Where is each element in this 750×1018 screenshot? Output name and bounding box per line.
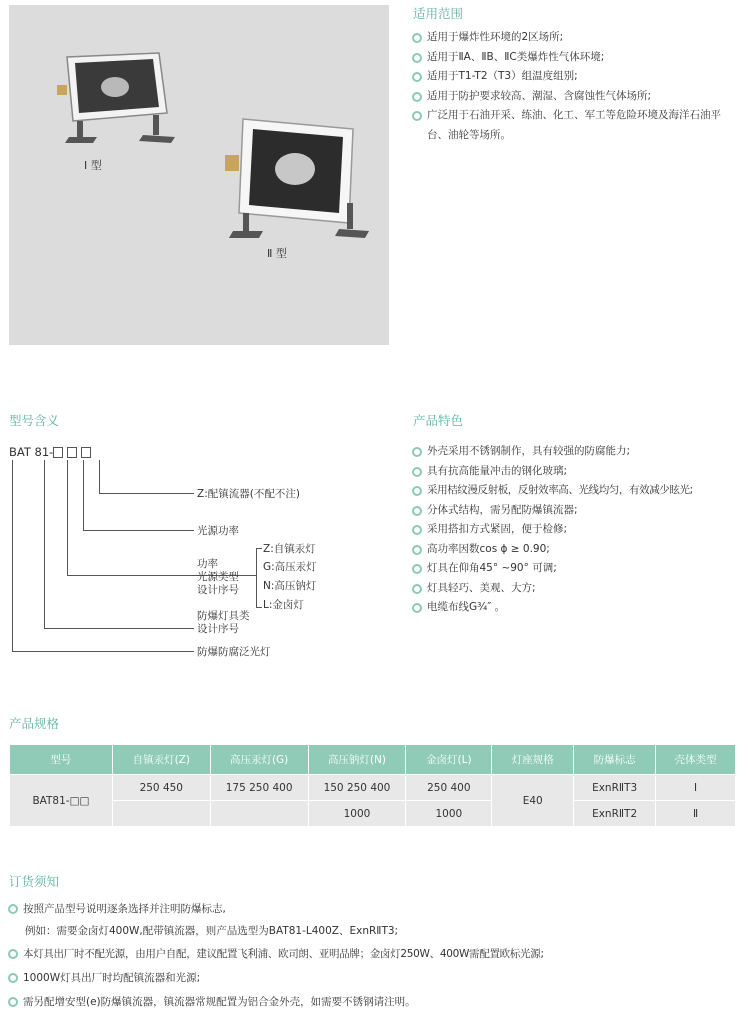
table-cell: ExnRⅡT3 — [574, 775, 656, 801]
table-cell — [112, 801, 210, 827]
bullet-icon — [8, 904, 18, 914]
applicability-item: 适用于T1-T2（T3）组温度组别; — [412, 67, 740, 87]
bullet-icon — [412, 467, 422, 477]
lamp-type2-image — [221, 111, 371, 246]
spec-title: 产品规格 — [9, 716, 60, 731]
table-header-cell: 高压汞灯(G) — [210, 745, 308, 775]
applicability-item: 广泛用于石油开采、练油、化工、军工等危险环境及海洋石油平台、油轮等场所。 — [412, 106, 740, 145]
diagram-line — [99, 493, 194, 494]
label-design-no2: 设计序号 — [197, 623, 239, 635]
applicability-item: 适用于防护要求较高、潮湿、含腐蚀性气体场所; — [412, 87, 740, 107]
features-title: 产品特色 — [413, 413, 464, 428]
bullet-icon — [8, 973, 18, 983]
applicability-title: 适用范围 — [413, 6, 464, 21]
applicability-list — [412, 28, 740, 145]
diagram-line — [12, 651, 194, 652]
bullet-icon — [8, 949, 18, 959]
table-header-cell: 高压钠灯(N) — [308, 745, 406, 775]
product-photo-panel — [9, 5, 389, 345]
bullet-icon — [412, 33, 422, 43]
code-box-icon — [67, 447, 77, 458]
bullet-icon — [412, 545, 422, 555]
model-code: BAT 81- — [9, 445, 95, 459]
table-cell: 150 250 400 — [308, 775, 406, 801]
lamp-type1-image — [49, 45, 179, 155]
table-header-row — [10, 745, 736, 775]
lamp-type2-caption: Ⅱ 型 — [267, 247, 287, 260]
label-design-no: 设计序号 — [197, 584, 239, 596]
ordering-list — [8, 898, 748, 1014]
table-header-cell: 金卤灯(L) — [406, 745, 492, 775]
table-cell: ExnRⅡT2 — [574, 801, 656, 827]
diagram-line — [256, 548, 262, 549]
diagram-line — [99, 460, 100, 493]
feature-item: 电缆布线G¾″ 。 — [412, 598, 748, 618]
table-row — [10, 801, 736, 827]
diagram-line — [44, 628, 194, 629]
table-cell: 175 250 400 — [210, 775, 308, 801]
feature-item: 灯具轻巧、美观、大方; — [412, 579, 748, 599]
table-cell: Ⅱ — [656, 801, 736, 827]
bullet-icon — [412, 111, 422, 121]
features-list — [412, 442, 748, 618]
table-cell — [210, 801, 308, 827]
table-cell-socket: E40 — [492, 775, 574, 827]
model-meaning-title: 型号含义 — [9, 413, 60, 428]
table-header-cell: 自镇汞灯(Z) — [112, 745, 210, 775]
table-cell: 250 400 — [406, 775, 492, 801]
label-power: 光源功率 — [197, 525, 239, 537]
label-g: G:高压汞灯 — [263, 561, 317, 573]
feature-item: 分体式结构，需另配防爆镇流器; — [412, 501, 748, 521]
diagram-line — [67, 460, 68, 575]
table-cell: 1000 — [308, 801, 406, 827]
bullet-icon — [412, 603, 422, 613]
feature-item: 外壳采用不锈钢制作，具有较强的防腐能力; — [412, 442, 748, 462]
ordering-item: 需另配增安型(e)防爆镇流器，镇流器常规配置为铝合金外壳，如需要不锈钢请注明。 — [8, 990, 748, 1014]
table-header-cell: 防爆标志 — [574, 745, 656, 775]
bullet-icon — [412, 486, 422, 496]
label-product: 防爆防腐泛光灯 — [197, 646, 271, 658]
label-power2: 功率 — [197, 558, 218, 570]
diagram-line — [83, 460, 84, 530]
label-n: N:高压钠灯 — [263, 580, 317, 592]
ordering-title: 订货须知 — [9, 874, 60, 889]
label-z: Z:自镇汞灯 — [263, 543, 316, 555]
table-header-cell: 型号 — [10, 745, 113, 775]
table-cell: 250 450 — [112, 775, 210, 801]
label-lamp-type: 光源类型 — [197, 571, 239, 583]
applicability-item: 适用于ⅡA、ⅡB、ⅡC类爆炸性气体环境; — [412, 48, 740, 68]
label-fixture-type: 防爆灯具类 — [197, 610, 250, 622]
feature-item: 高功率因数cos ϕ ≥ 0.90; — [412, 540, 748, 560]
diagram-line — [83, 530, 194, 531]
diagram-line — [12, 460, 13, 651]
bullet-icon — [8, 997, 18, 1007]
table-header-cell: 灯座规格 — [492, 745, 574, 775]
table-row — [10, 775, 736, 801]
table-cell: Ⅰ — [656, 775, 736, 801]
bullet-icon — [412, 53, 422, 63]
bullet-icon — [412, 72, 422, 82]
table-cell: 1000 — [406, 801, 492, 827]
bullet-icon — [412, 92, 422, 102]
label-ballast: Z:配镇流器(不配不注) — [197, 488, 300, 500]
bullet-icon — [412, 564, 422, 574]
code-box-icon — [81, 447, 91, 458]
bullet-icon — [412, 584, 422, 594]
feature-item: 采用桔纹漫反射板，反射效率高、光线均匀，有效减少眩光; — [412, 481, 748, 501]
table-cell-model: BAT81-□□ — [10, 775, 113, 827]
code-box-icon — [53, 447, 63, 458]
ordering-item: 本灯具出厂时不配光源，由用户自配，建议配置飞利浦、欧司朗、亚明品牌；金卤灯250W、400W需配置欧标光源; — [8, 942, 748, 966]
feature-item: 具有抗高能量冲击的钢化玻璃; — [412, 462, 748, 482]
applicability-item: 适用于爆炸性环境的2区场所; — [412, 28, 740, 48]
table-header-cell: 壳体类型 — [656, 745, 736, 775]
bullet-icon — [412, 506, 422, 516]
feature-item: 采用搭扣方式紧固，便于检修; — [412, 520, 748, 540]
ordering-item: 1000W灯具出厂时均配镇流器和光源; — [8, 966, 748, 990]
lamp-type1-caption: Ⅰ 型 — [84, 159, 102, 172]
label-l: L:金卤灯 — [263, 599, 304, 611]
diagram-line — [256, 548, 257, 608]
bullet-icon — [412, 525, 422, 535]
ordering-example: 例如：需要金卤灯400W,配带镇流器，则产品选型为BAT81-L400Z、ExnRⅡT3; — [25, 925, 399, 937]
diagram-line — [44, 460, 45, 628]
spec-table — [9, 744, 736, 827]
ordering-item: 按照产品型号说明逐条选择并注明防爆标志, — [8, 898, 748, 920]
diagram-line — [256, 607, 262, 608]
bullet-icon — [412, 447, 422, 457]
feature-item: 灯具在仰角45° ~90° 可调; — [412, 559, 748, 579]
